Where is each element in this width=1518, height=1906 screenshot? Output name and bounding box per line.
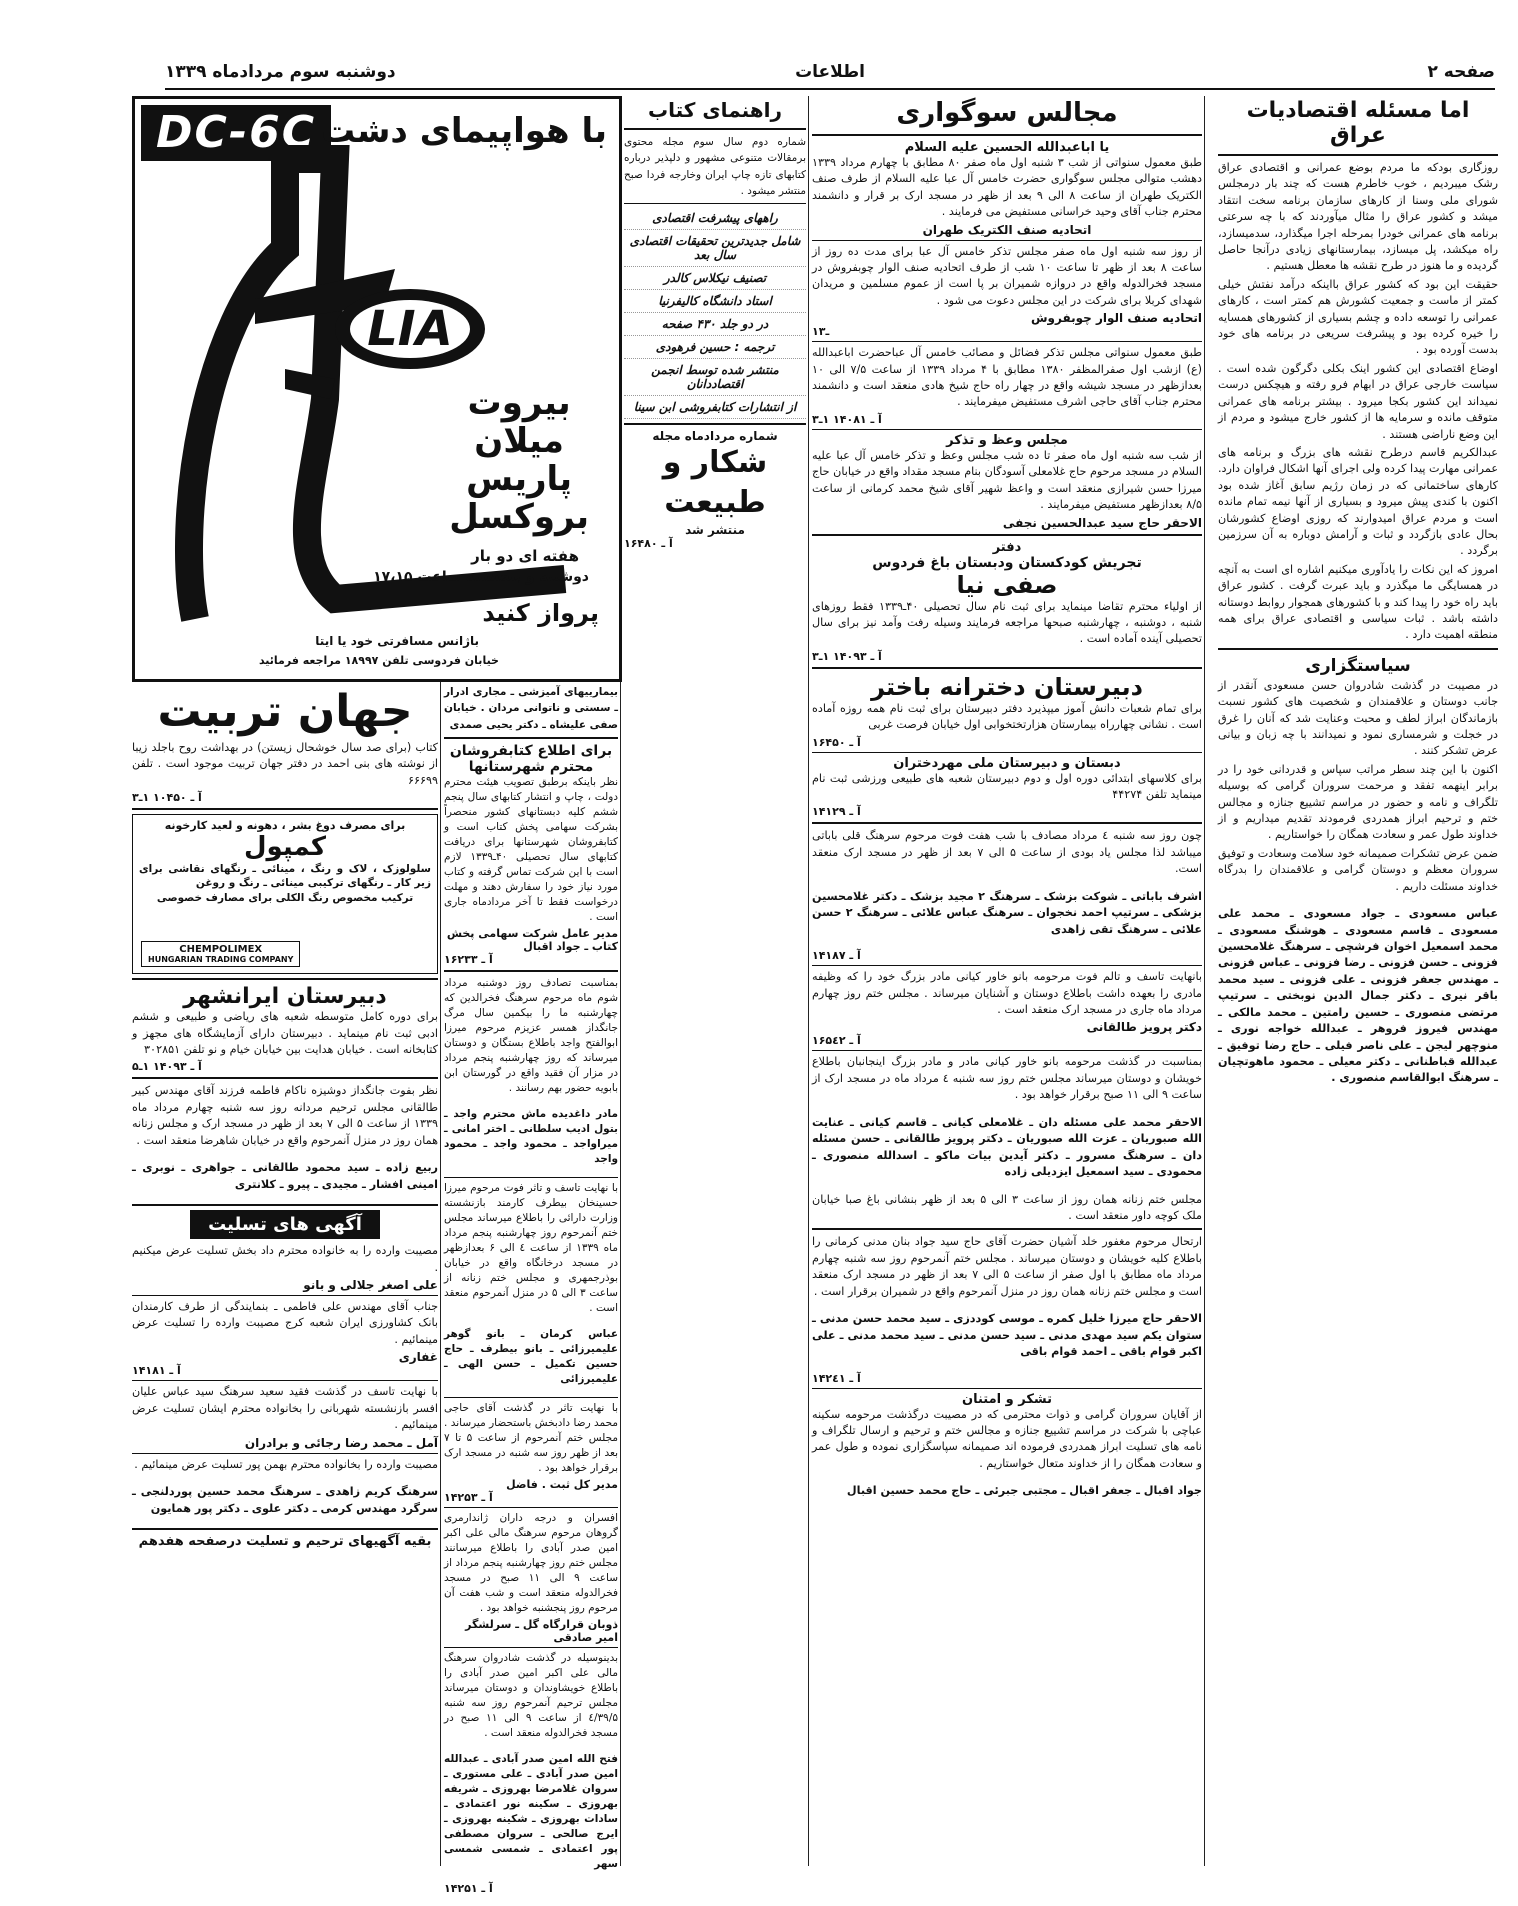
ad-code: آ ـ ۱۴۱۸۱: [132, 1364, 181, 1378]
notice-signature: علی اصغر جلالی و بانو: [303, 1278, 438, 1293]
chempolimex-logo: [141, 941, 300, 967]
ad-code: آ ـ ۱۶۴۵۰: [812, 735, 861, 749]
book-item: استاد دانشگاه کالیفرنیا: [624, 290, 806, 313]
destinations: [449, 384, 589, 536]
divider: [444, 1647, 618, 1648]
ad-headline: با هواپیمای دشت: [321, 111, 607, 151]
ad-code: آ ـ ۱۴۰۹۳ ۱ـ۳: [812, 649, 882, 663]
ad-code: ۱ـ۳: [812, 325, 830, 339]
notice-signature: غفاری: [398, 1350, 438, 1365]
article-paragraph: روزگاری بودکه ما مردم بوضع عمرانی و اقتصادی عراق رشک میبردیم ، خوب خاطرم هست که چند بار درمجلس شورای ملی وسنا از کارهای سازمان برنامه سخت انتقاد میشد و کشور عراق را مثال میآوردند که با چه سرعتی برنامه های عمرانی خودرا بمرحله اجرا میگذارد، سدمیسازد، راه میکشد، پل میسازد، بیمارستانهای زیادی درآنجا حاصل گردیده و ما هنوز در طرح نقشه ها معطل هستیم .: [1218, 161, 1498, 273]
kamval-ad: [132, 814, 438, 974]
thanks-paragraph: اکنون با این چند سطر مراتب سپاس و قدردانی خود را در برابر اینهمه تفقد و مرحمت سروران گرامی که بوسیله تلگراف و نامه و حضور در مراسم تشییع جنازه و مجالس ختم و ترحیم ابراز همدردی فرمودند تقدیم میداریم و از خداوند طول عمر و سعادت همگان را خواستاریم .: [1218, 762, 1498, 842]
book-item: در دو جلد ۴۳۰ صفحه: [624, 313, 806, 336]
ad-code: آ ـ ۱۴۱۸۷: [812, 949, 861, 963]
issue-line: شماره مردادماه مجله: [652, 428, 778, 443]
obituary-text: افسران و درجه داران ژاندارمری گروهان مرحوم سرهنگ مالی علی اکبر امین صدر آبادی را باطلاع میرسانند مجلس ختم روز چهارشنبه پنجم مرداد از ساعت ۹ الی ۱۱ صبح در مسجد فخرالدوله منعقد است و شب هفت آن مرحوم روز پنجشنبه خواهد بود .: [444, 1512, 619, 1615]
notice-text: طبق معمول سنواتی مجلس تذکر فضائل و مصائب خامس آل عباحضرت اباعبدالله (ع) ازشب اول صفرالمظفر ۱۳۸۰ مطابق با ۴ مرداد ۱۳۳۹ از ساعت ۷/۵ الی ۱۰ بعدازظهر در مسجد شیشه واقع در چهار راه حاج شیخ هادی منعقد است و دانشمند محترم جناب آقای حاجی اشرف مستفیض میفرمایند .: [812, 346, 1202, 409]
divider: [444, 1177, 618, 1178]
notice-heading: دفتر: [992, 539, 1022, 555]
book-item: تصنیف نیکلاس کالدر: [624, 267, 806, 290]
ad-code: آ ـ ۱۴۲۵۳: [444, 1491, 493, 1505]
signatories: ربیع زاده ـ سید محمود طالقانی ـ جواهری ـ نوبری ـ امینی افشار ـ مجیدی ـ پیرو ـ کلانتری: [132, 1161, 438, 1191]
divider: [132, 1380, 438, 1381]
signatories: جواد اقبال ـ جعفر اقبال ـ مجتبی جبرئی ـ حاج محمد حسین اقبال: [846, 1484, 1202, 1498]
ad-line: ترکیب مخصوص رنگ الکلی برای مصارف خصوصی: [156, 892, 414, 905]
ad-cta: پرواز کنید: [482, 599, 599, 627]
article-paragraph: حقیقت این بود که کشور عراق بااینکه درآمد نفتش خیلی کمتر از ماست و جمعیت کشورش هم کمتر است ، کارهای عمرانی را توسعه داده و چشم بسیاری از کشورهای همسایه را خیره کرده بود و پیشرفت سریعی در برنامه های خود بدست آورده بود .: [1218, 277, 1498, 357]
divider: [812, 1050, 1202, 1051]
signatories: الاحقر حاج میرزا خلیل کمره ـ موسی کوددزی ـ سید محمد حسن مدنی ـ ستوان یکم سید مهدی مدنی ـ سید حسن مدنی ـ سید محمد مدنی ـ علی اکبر قوام باقی ـ احمد قوام باقی: [812, 1312, 1202, 1359]
city: پاریس: [466, 459, 573, 499]
intro-text: شماره دوم سال سوم مجله محتوی برمقالات متنوعی مشهور و دلپذیر درباره کتابهای تازه چاپ ایران وخارجه فردا صبح منتشر میشود .: [624, 136, 806, 198]
divider: [444, 970, 618, 972]
page-number: صفحه ۲: [1427, 62, 1495, 82]
divider: [132, 1204, 438, 1206]
city: بیروت: [467, 383, 571, 423]
divider: [132, 1453, 438, 1454]
lia-logo: [335, 289, 485, 369]
schedule-line: دوشنبه و پنجشنبه ساعت ۱۷،۱۵: [373, 569, 589, 585]
schedule-line: هفته ای دو بار: [471, 547, 579, 565]
notice-signature: ذوبان قرارگاه گل ـ سرلشگر امیر صادقی: [465, 1618, 618, 1645]
obituary-text: با نهایت تاسف و تاثر فوت مرحوم میرزا حسینخان بیطرف کارمند بازنشسته وزارت دارائی را باطلاع میرساند مجلس ختم آنمرحوم روز چهارشنبه پنجم مرداد ماه ۱۳۳۹ از ساعت ٤ الی ۶ بعدازظهر در مسجد درخانگاه واقع در خیابان بوذرجمهری و مجلس ختم زنانه از ساعت ۳ الی ۵ در منزل آنمرحوم منعقد است .: [444, 1182, 618, 1315]
divider: [812, 240, 1202, 241]
divider: [1218, 154, 1498, 156]
section-title: راهنمای کتاب: [647, 98, 782, 122]
book-item: از انتشارات کتابفروشی ابن سینا: [624, 396, 806, 419]
brand-name: کمپول: [243, 832, 327, 863]
notice-text: نظر باینکه برطبق تصویب هیئت محترم دولت ، چاپ و انتشار کتابهای سال پنجم ششم کلیه دبستانهای کشور منحصراً بشرکت سهامی پخش کتاب است و کتابفروشان شهرستانها برای دریافت کتابهای سال تحصیلی ۴۰ـ۱۳۳۹ لازم است با این شرکت تماس گرفته و کتاب مورد نیاز خود را سفارش دهند و مهلت درخواست فقط تا آخر مردادماه جاری است .: [444, 776, 618, 924]
book-guide-column: [624, 96, 806, 682]
divider: [132, 1295, 438, 1296]
school-title: دبیرستان دخترانه باختر: [871, 672, 1143, 701]
notice-text: برای تمام شعبات دانش آموز میپذیرد دفتر دبیرستان برای ثبت نام همه روزه آماده است . نشانی چهارراه بیمارستان هزارتختخوابی اول خیابان فرصت غربی: [812, 701, 1202, 732]
ad-code: آ ـ ۱۴۰۹۳ ۱ـ۵: [132, 1060, 202, 1074]
divider: [1218, 648, 1498, 650]
notice-text: کتاب (برای صد سال خوشحال زیستن) در بهداشت روح باجلد زیبا از نوشته های بنی احمد در دفتر جهان تربیت موجود است . تلفن ۶۶۶۹۹: [132, 741, 438, 787]
divider: [812, 822, 1202, 824]
column-rule: [440, 680, 441, 1866]
doctor-ad: بیمارییهای آمیزشی ـ مجاری ادرار ـ سستی و ناتوانی مردان . خیابان صفی علیشاه ـ دکتر یحیی صمدی: [444, 686, 618, 731]
city: میلان: [474, 421, 564, 461]
condolence-text: با نهایت تاسف در گذشت فقید سعید سرهنگ سید عباس علیان افسر بازنشسته شهربانی را بخانواده محترم ایشان تسلیت عرض مینمائیم .: [132, 1385, 438, 1432]
notice-text: برای دوره کامل متوسطه شعبه های ریاضی و طبیعی و ششم ادبی ثبت نام مینماید . دبیرستان دارای آزمایشگاه های مجهز و کتابخانه است . خیابان هدایت بین خیابان خیام و نو تلفن ۳۰۲۸۵۱: [132, 1010, 438, 1057]
notice-signature: مدیر کل ثبت . فاضل: [506, 1478, 618, 1492]
divider: [812, 429, 1202, 430]
notice-signature: اتحادیه صنف الوار چوبفروش: [1031, 311, 1202, 326]
condolence-heading: آگهی های تسلیت: [190, 1210, 380, 1239]
article-paragraph: امروز که این نکات را یادآوری میکنیم اشاره ای است به آنچه در همسایگی ما میگذرد و باید عبرت گرفت . کشور عراق باید راه خود را پیدا کند و با کشورهای همجوار روابط دوستانه داشته باشد . ثبات سیاسی و اقتصادی عراق برای همه منطقه اهمیت دارد .: [1218, 562, 1498, 642]
divider: [624, 203, 806, 204]
signatories: الاحقر محمد علی مسئله دان ـ غلامعلی کیانی ـ قاسم کیانی ـ عنایت الله صبوریان ـ عزت الله صبوریان ـ دکتر پرویز طالقانی ـ حسن مسئله دان ـ سرهنگ مسرور ـ دکتر آیدین بیات ماکو ـ اسدالله منصوری ـ محمودی ـ سید اسمعیل ایزدیلی زاده: [812, 1115, 1202, 1178]
school-names: تجریش کودکستان ودبستان باغ فردوس: [872, 554, 1142, 571]
divider: [624, 423, 806, 425]
school-title: دبیرستان ایرانشهر: [183, 984, 387, 1010]
divider: [812, 1228, 1202, 1230]
notice-text: چون روز سه شنبه ٤ مرداد مصادف با شب هفت فوت مرحوم سرهنگ قلی باباتی میباشد لذا مجلس یاد بودی از ساعت ۵ الی ۷ بعد از ظهر در مسجد ارک منعقد است.: [812, 829, 1202, 876]
mourning-column: [812, 96, 1202, 1866]
ad-code: آ ـ ۱۶۲۳۳: [444, 953, 493, 967]
agent-line: باژانس مسافرتی خود یا ایتا: [315, 634, 479, 648]
divider: [444, 737, 618, 739]
obituary-text: بدینوسیله در گذشت شادروان سرهنگ مالی علی اکبر امین صدر آبادی را باطلاع خویشاوندان و دوستان میرساند مجلس ترحیم آنمرحوم روز سه شنبه ٤/۳۹/۵ از ساعت ۹ الی ۱۱ صبح در مسجد فخرالدوله منعقد است .: [444, 1652, 618, 1740]
issue-date: دوشنبه سوم مردادماه ۱۳۳۹: [165, 62, 396, 82]
aircraft-badge: DC-6C: [141, 105, 331, 161]
divider: [812, 965, 1202, 966]
notice-text: بمناسبت در گذشت مرحومه بانو خاور کیانی مادر و مادر بزرگ اینجانبان باطلاع خویشان و دوستان میرساند مجلس ختم روز سه شنبه ٤ مرداد ماه در مسجد ارک از ساعت ۹ الی ۱۱ صبح برقرار خواهد بود .: [812, 1055, 1202, 1102]
divider: [812, 534, 1202, 536]
notice-text: برای کلاسهای ابتدائی دوره اول و دوم دبیرستان شعبه های طبیعی ورزشی ثبت نام مینماید تلفن ۴۴۲۷۴: [812, 771, 1202, 801]
divider: [444, 1397, 618, 1398]
obituary-text: با نهایت تاثر در گذشت آقای حاجی محمد رضا دادبخش باستحضار میرساند . مجلس ختم آنمرحوم از ساعت ۵ تا ۷ بعد از ظهر روز سه شنبه در مسجد ارک برقرار خواهد بود .: [444, 1402, 619, 1475]
signatories: عباس کرمان ـ بانو گوهر علیمیرزائی ـ بانو بیطرف ـ حاج حسین تکمیل ـ حسن الهی ـ علیمیرزائی: [444, 1327, 618, 1385]
notice-text: از شب سه شنبه اول ماه صفر تا ده شب مجلس وعظ و تذکر خامس آل عبا علیه السلام در مسجد مرحوم حاج غلامعلی آسودگان بنام مسجد مقداد واقع در خیابان حاج میرزا حسن شیرازی منعقد است و واعظ شهیر آقای شیخ محمد کرمانی از ساعت ۸/۵ بعدازظهر مستفیض میفرمایند .: [812, 448, 1202, 512]
section-title: مجالس سوگواری: [896, 98, 1118, 128]
book-item: منتشر شده توسط انجمن اقتصاددانان: [624, 359, 806, 396]
signatories: مادر داغدیده ماش محترم واجد ـ بتول ادیب سلطانی ـ اختر امانی ـ میراواجد ـ محمود واجد ـ محمود واجد: [444, 1107, 618, 1165]
iraq-economy-article: [1218, 96, 1498, 1866]
notice-text: بانهایت تاسف و تالم فوت مرحومه بانو خاور کیانی مادر بزرگ خود را که وظیفه مادری را بعهده داشت باطلاع دوستان و آشنایان میرساند . مجلس ختم روز چهارم مرداد ماه جاری در مسجد ارک منعقد است .: [812, 970, 1202, 1016]
divider: [812, 667, 1202, 669]
notice-heading: دبستان و دبیرستان ملی مهردختران: [893, 755, 1121, 771]
notice-heading: یا اباعبدالله الحسین علیه السلام: [904, 140, 1110, 155]
column-rule: [1204, 96, 1205, 1866]
notice-heading: مجلس وعظ و تذکر: [946, 432, 1068, 448]
brand-subtitle: HUNGARIAN TRADING COMPANY: [148, 955, 294, 965]
thanks-paragraph: در مصیبت در گذشت شادروان حسن مسعودی آنقدر از جانب دوستان و علاقمندان و شخصیت های کشور نسبت بازماندگان ابراز لطف و محبت وعنایت شد که آنان را غرق در خجلت و شرمساری نمود و نمیدانند با چه زبان و بیانی عرض تشکر کنند .: [1218, 678, 1498, 758]
notice-text: طبق معمول سنواتی از شب ۳ شنبه اول ماه صفر ۸۰ مطابق با چهارم مرداد ۱۳۳۹ دهشب متوالی مجلس سوگواری حضرت خامس آل عبا علیه السلام از طرف صنف الکتریک طهران از ساعت ۸ الی ۹ بعد از ظهر در مسجد ارک بر قرار و دانشمند محترم جناب آقای وحید خراسانی مستفیض می فرمایند .: [812, 156, 1202, 219]
divider: [624, 128, 806, 130]
book-item: شامل جدیدترین تحقیقات اقتصادی سال بعد: [624, 230, 806, 267]
ad-line: برای مصرف دوغ بشر ، دهونه و لعید کارخونه: [164, 819, 406, 833]
notice-signature: آمل ـ محمد رضا رجائی و برادران: [244, 1435, 438, 1450]
divider: [444, 1507, 618, 1508]
ad-line: سلولوزک ، لاک و رنگ ، مینائی ـ رنگهای نقاشی برای زیر کار ـ رنگهای ترکیبی مینائی ـ رنگ و روغن: [139, 863, 431, 890]
lia-airline-ad: [132, 96, 622, 682]
signatories: فتح الله امین صدر آبادی ـ عبدالله امین صدر آبادی ـ علی مستوری ـ سروان غلامرضا بهروزی ـ شریفه بهروزی ـ سکینه نور اعتمادی ـ سادات بهروزی ـ شکینه بهروزی ـ ایرج صالحی ـ سروان مصطفی پور اعتمادی ـ شمسی شمسی سهر: [444, 1752, 618, 1870]
book-items: [624, 207, 806, 419]
article-paragraph: عبدالکریم قاسم درطرح نقشه های بزرگ و برنامه های عمرانی مهارت پیدا کرده ولی اجرای آنها اشکال فراوان دارد. کارهای ساختمانی که در زمان رژیم سابق آغاز شده بود اکنون با کندی پیش میرود و بسیاری از آنها نیمه تمام مانده است و مردم عراق امیدوارند که روزی اوضاع کشورشان بحال عادی بازگردد و ثبات و آرامش دوباره به آن سرزمین برگردد .: [1218, 445, 1498, 558]
notice-text: مجلس ختم زنانه همان روز از ساعت ۳ الی ۵ بعد از ظهر بنشانی باغ صبا خیابان ملک کوچه داور منعقد است .: [812, 1192, 1202, 1222]
condolence-banner: [132, 1210, 438, 1239]
school-title: جهان تربیت: [157, 686, 413, 737]
divider: [812, 134, 1202, 136]
condolence-text: مصیبت وارده را به خانواده محترم داد بخش تسلیت عرض میکنیم .: [132, 1244, 438, 1274]
ad-code: آ ـ ۱۴۰۸۱ ۱ـ۳: [812, 412, 882, 426]
address-line: خیابان فردوسی تلفن ۱۸۹۹۷ مراجعه فرمائید: [258, 654, 499, 667]
article-title: اما مسئله اقتصادیات عراق: [1246, 98, 1470, 148]
lia-logo-text: LIA: [350, 300, 470, 358]
notice-text: از آقایان سروران گرامی و ذوات محترمی که در مصیبت درگذشت مرحومه سکینه عباچی با شرکت در مراسم تشییع جنازه و مجالس ختم و ترحیم و ارسال تلگراف و نامه های تسلیت ابراز همدردی فرموده اند صمیمانه سپاسگزاری نموده و طول عمر و سعادت همگان را از خداوند متعال خواستاریم .: [812, 1407, 1202, 1470]
notice-text: از روز سه شنبه اول ماه صفر مجلس تذکر خامس آل عبا برای مدت ده روز از ساعت ۸ بعد از ظهر تا ساعت ۱۰ شب از طرف اتحادیه صنف الوار چوبفروش در مسجد فخرالدوله واقع در دروازه شمیران بر پا است از عموم مسلمین و مریدان شهدای کربلا برای شرکت در این مجلس دعوت می شود .: [812, 244, 1202, 307]
thanks-paragraph: ضمن عرض تشکرات صمیمانه خود سلامت وسعادت و توفیق سروران معظم و دوستان گرامی و علاقمندان را بدرگاه خداوند مسئلت داریم .: [1218, 846, 1498, 893]
notice-signature: مدیر عامل شرکت سهامی پخش کتاب ـ جواد اقبال: [446, 927, 618, 954]
divider: [812, 1388, 1202, 1389]
signatories: عباس مسعودی ـ جواد مسعودی ـ محمد علی مسعودی ـ قاسم مسعودی ـ هوشنگ مسعودی ـ محمد اسمعیل اخوان فرشچی ـ سرهنگ غلامحسین فزونی ـ حسن فزونی ـ رضا فزونی ـ عباس فزونی ـ مهندس جعفر فزونی ـ علی فزونی ـ سید محمد باقر نیری ـ دکتر جمال الدین نوبختی ـ سرتیپ مرتضی منصوری ـ حسین رامتین ـ محمد مالکی ـ مهندس فیروز فروهر ـ عبدالله خواجه نوری ـ منوچهر لیجن ـ علی ناصر فیلی ـ حاج رضا توفیق ـ عبدالله قباطنانی ـ دکتر معیلی ـ محمود ماهوتچیان ـ سرهنگ ابوالقاسم منصوری .: [1218, 907, 1498, 1085]
city: بروکسل: [449, 497, 589, 537]
condolence-text: جناب آقای مهندس علی فاطمی ـ بنمایندگی از طرف کارمندان بانک کشاورزی ایران شعبه کرج مصیبت وارده را تسلیت عرض مینمائیم .: [132, 1300, 438, 1346]
ad-code: آ ـ ۱۴۱۲۹: [812, 805, 861, 819]
published-line: منتشر شد: [685, 522, 745, 537]
magazine-name: شکار و طبیعت: [662, 444, 768, 520]
notice-signature: دکتر پرویز طالقانی: [1086, 1020, 1202, 1035]
divider: [812, 341, 1202, 342]
newspaper-name: اطلاعات: [795, 62, 865, 82]
obituary-text: نظر بفوت جانگداز دوشیزه ناکام فاطمه فرزند آقای مهندس کبیر طالقانی مجلس ترحیم مردانه روز سه شنبه چهارم مرداد ماه ۱۳۳۹ از ساعت ۵ الی ۷ بعد از ظهر در مسجد ارک و مجلس زنانه همان روز در منزل آنمرحوم واقع در خیابان شاهرضا منعقد است .: [132, 1084, 438, 1147]
book-item: ترجمه : حسین فرهودی: [624, 336, 806, 359]
brand-name: CHEMPOLIMEX: [179, 944, 263, 956]
continuation-note: بقیه آگهیهای ترحیم و تسلیت درصفحه هفدهم: [138, 1534, 432, 1550]
notice-signature: اتحادیه صنف الکتریک طهران: [922, 222, 1092, 237]
notice-title: برای اطلاع کتابفروشان محترم شهرستانها: [449, 743, 613, 776]
ad-code: آ ـ ۱۴۲۵۱: [444, 1882, 493, 1896]
divider: [132, 978, 438, 980]
divider: [132, 1077, 438, 1079]
book-item: راههای پیشرفت اقتصادی: [624, 207, 806, 230]
condolences-column: [132, 684, 438, 1866]
ad-code: آ ـ ۱۴۲٤١: [812, 1371, 861, 1385]
divider: [132, 808, 438, 810]
school-name: صفی نیا: [956, 570, 1058, 599]
notice-text: از اولیاء محترم تقاضا مینماید برای ثبت نام سال تحصیلی ۴۰ـ۱۳۳۹ فقط روزهای شنبه ، دوشنبه ، چهارشنبه صبحها مراجعه فرمایند وسیله رفت وآمد نیز برای سال تحصیلی آینده آماده است .: [812, 599, 1202, 646]
ad-code: آ ـ ۱۶۵٤٢: [812, 1034, 861, 1048]
divider: [132, 1528, 438, 1530]
divider: [812, 752, 1202, 753]
ad-code: آ ـ ۱۰۴۵۰ ۱ـ۳: [132, 791, 202, 805]
article-paragraph: اوضاع اقتصادی این کشور اینک بکلی دگرگون شده است . سیاست خارجی عراق در ابهام فرو رفته و هیچکس درست نمیداند این کشور بکجا میرود . بیشتر برنامه های عمرانی متوقف مانده و سرمایه ها از کشور خارج میشود و مردم از این وضع ناراضی هستند .: [1218, 361, 1498, 441]
notice-signature: الاحقر حاج سید عبدالحسین نجفی: [1002, 515, 1202, 530]
ad-code: آ ـ ۱۶۴۸۰: [624, 536, 673, 550]
column-rule: [808, 96, 809, 1866]
signatories: سرهنگ کریم زاهدی ـ سرهنگ محمد حسین پوردلنجی ـ سرگرد مهندس کرمی ـ دکتر علوی ـ دکتر پور همایون: [132, 1485, 438, 1515]
obituary-text: بمناسبت تصادف روز دوشنبه مرداد شوم ماه مرحوم سرهنگ فخرالدین که چهارشنبه ما را بیکمین سال مرگ جانگداز همسر عزیزم مرحوم میرزا ابوالفتح واجد باطلاع بستگان و دوستان میرساند که روز چهارشنبه پنجم مرداد در مزار آن فقید واقع در گورستان ابن بابویه حضور بهم رسانند .: [444, 977, 618, 1095]
notice-heading: تشکر و امتنان: [962, 1391, 1052, 1407]
obituaries-column: [444, 684, 619, 1896]
notice-title: سیاستگزاری: [1305, 655, 1411, 676]
notice-text: ارتحال مرحوم مغفور خلد آشیان حضرت آقای حاج سید جواد بنان مدنی کرمانی را باطلاع کلیه خویشان و دوستان میرساند . مجلس ختم آنمرحوم روز سه شنبه چهارم مرداد ماه مطابق با اول صفر از ساعت ۵ الی ۷ بعد از ظهر در مسجد ارک منعقد است و مجلس ختم زنانه همان روز در منزل آنمرحوم واقع در شمیران برقرار است .: [812, 1235, 1202, 1298]
signatories: اشرف باباتی ـ شوکت بزشک ـ سرهنگ ۲ مجید بزشک ـ دکتر غلامحسین بزشکی ـ سرتیپ احمد نخجوان ـ سرهنگ عباس علائی ـ سرهنگ ۲ حسن علائی ـ سرهنگ تقی زاهدی: [812, 889, 1202, 936]
masthead: [165, 58, 1495, 90]
condolence-text: مصیبت وارده را بخانواده محترم بهمن پور تسلیت عرض مینمائیم .: [134, 1457, 438, 1471]
